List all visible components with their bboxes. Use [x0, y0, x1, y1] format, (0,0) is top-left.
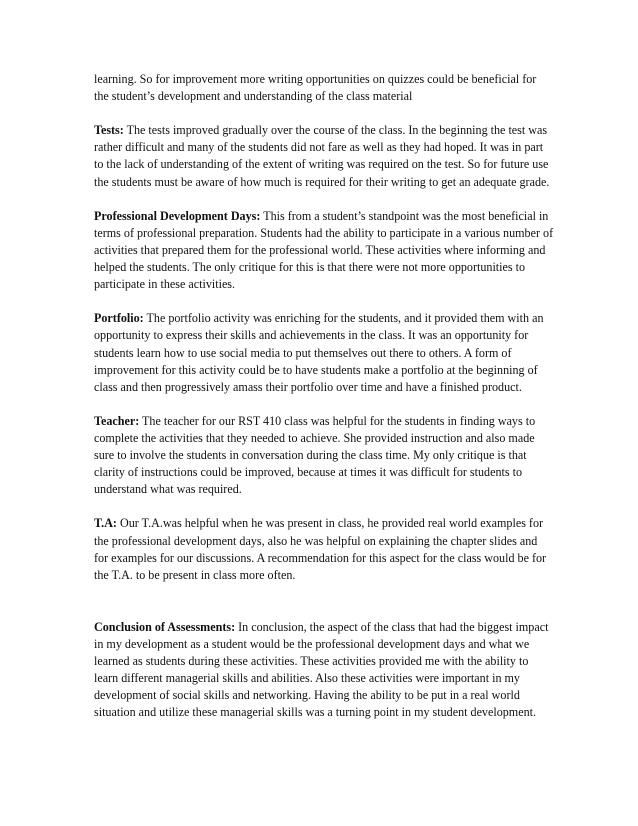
conclusion-paragraph [94, 619, 554, 722]
portfolio-heading: Portfolio: [94, 311, 144, 326]
paragraph-gap [94, 105, 554, 122]
tests-body: The tests improved gradually over the course of the class. In the beginning the test was rather difficult and many of the students did not fare as well as they had hoped. It was in part to the lack of understanding of the extent of writing was required on the test. So for future use the students must be aware of how much is required for their writing to get an adequate grade. [94, 123, 550, 189]
tests-heading: Tests: [94, 123, 124, 138]
paragraph-gap [94, 293, 554, 310]
continuation-paragraph: learning. So for improvement more writing opportunities on quizzes could be beneficial for the student’s development and understanding of the class material [94, 72, 537, 104]
paragraph-gap [94, 498, 554, 515]
section-gap [94, 584, 554, 619]
teacher-paragraph [94, 413, 554, 498]
professional-development-paragraph [94, 208, 554, 293]
paragraph-gap [94, 191, 554, 208]
teacher-heading: Teacher: [94, 413, 140, 428]
conclusion-heading: Conclusion of Assessments: [94, 619, 236, 634]
ta-paragraph [94, 515, 554, 583]
paragraph-gap [94, 396, 554, 413]
professional-development-heading: Professional Development Days: [94, 208, 261, 223]
portfolio-body: The portfolio activity was enriching for the students, and it provided them with an opportunity to express their skills and achievements in the class. It was an opportunity for students learn how to use social media to put themselves out there to others. A form of improvement for this activity could be to have students make a portfolio at the beginning of class and then progressively amass their portfolio over time and have a finished product. [94, 311, 544, 394]
ta-heading: T.A: [94, 516, 117, 531]
tests-paragraph [94, 122, 554, 190]
document-page [94, 71, 554, 721]
teacher-body: The teacher for our RST 410 class was helpful for the students in finding ways to complete the activities that they needed to achieve. She provided instruction and also made sure to involve the students in conversation during the class time. My only critique is that clarity of instructions could be improved, because at times it was difficult for students to understand what was required. [94, 413, 536, 497]
conclusion-body: In conclusion, the aspect of the class that had the biggest impact in my development as a student would be the professional development days and what we learned as students during these activities. These activities provided me with the ability to learn different managerial skills and abilities. Also these activities were important in my development of social skills and networking. Having the ability to be put in a real world situation and utilize these managerial skills was a turning point in my student development. [94, 619, 549, 720]
portfolio-paragraph [94, 310, 554, 395]
professional-development-body: This from a student’s standpoint was the most beneficial in terms of professional preparation. Students had the ability to participate in a various number of activities that prepared them for the professional world. These activities where informing and helped the students. The only critique for this is that there were not more opportunities to participate in these activities. [94, 208, 554, 292]
ta-body: Our T.A.was helpful when he was present in class, he provided real world examples for the professional development days, also he was helpful on explaining the chapter slides and for examples for our discussions. A recommendation for this aspect for the class would be for the T.A. to be present in class more often. [94, 516, 547, 582]
